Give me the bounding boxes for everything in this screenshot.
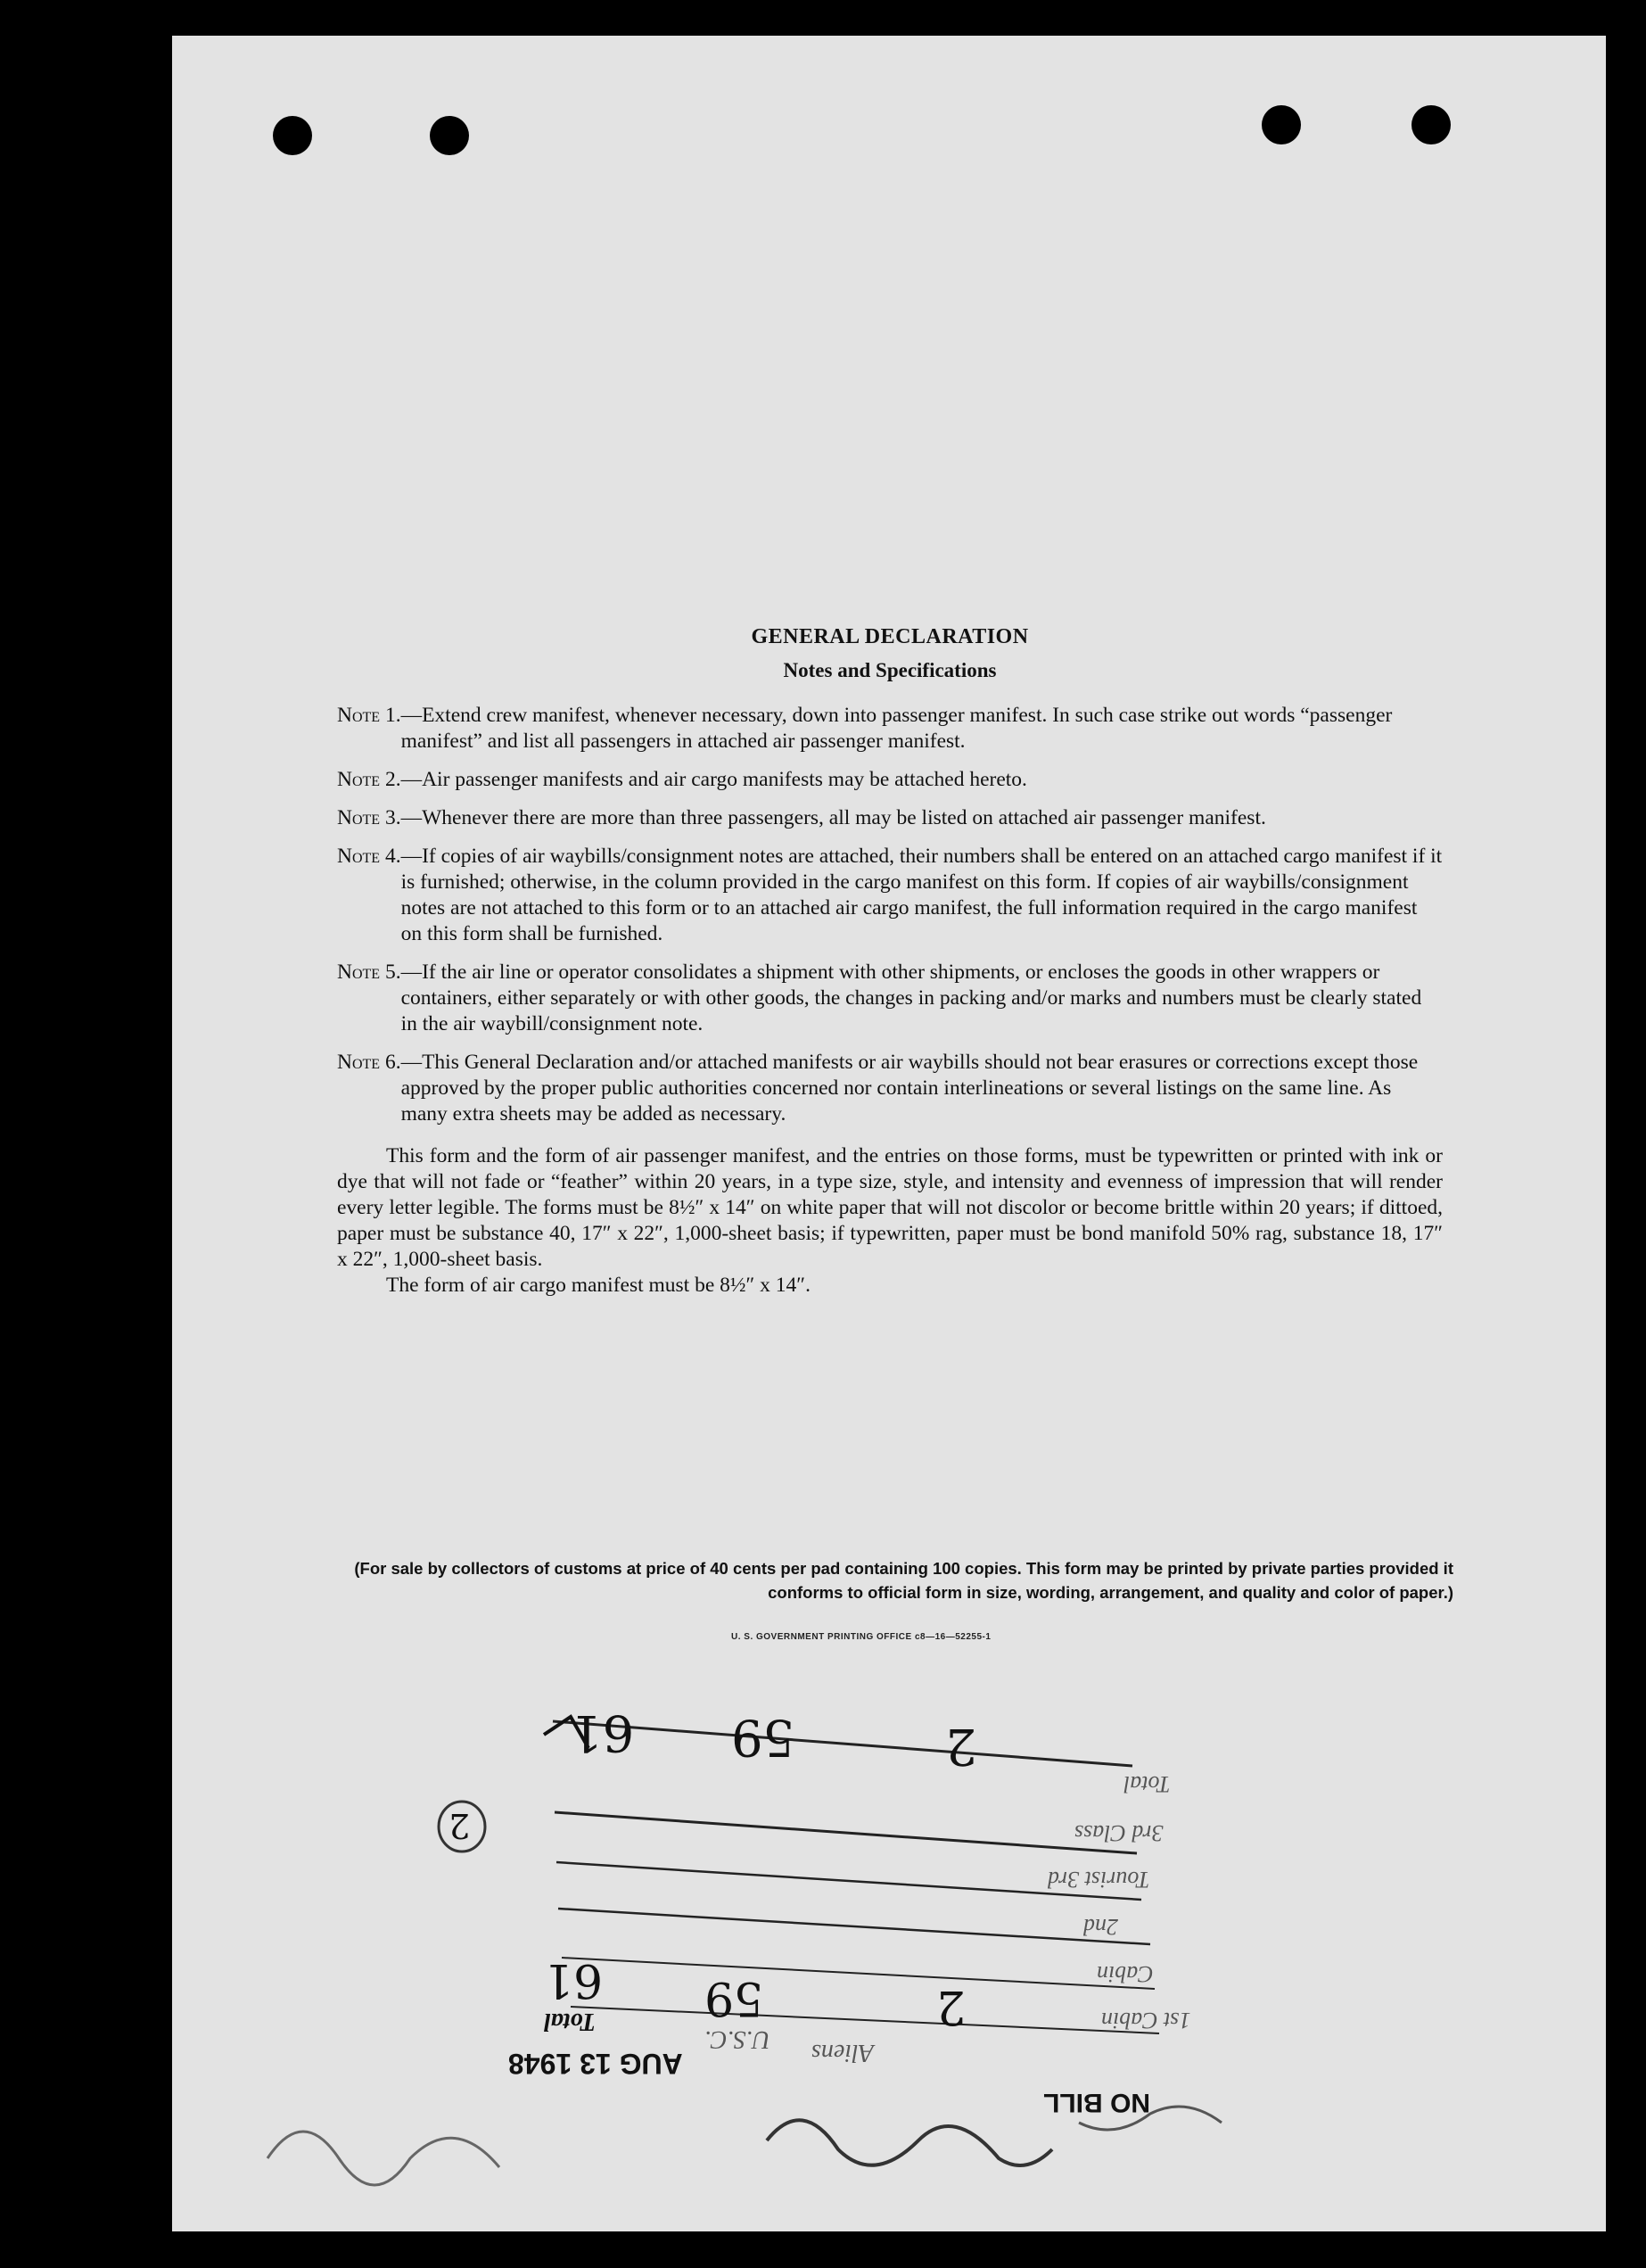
note-text: —If the air line or operator consolidates a shipment with other shipments, or encloses the goods in other wrappers or containers, either separately or with other goods, the changes in packing and/or marks and numbers must be clearly stated in the air waybill/consignment note. bbox=[400, 961, 1422, 1035]
sale-note: (For sale by collectors of customs at price of 40 cents per pad containing 100 copies. This form may be printed by private parties provided it conforms to official form in size, wording, arrangement, and quality and color of paper.) bbox=[354, 1559, 1453, 1602]
note-number: 5. bbox=[384, 961, 401, 984]
note-label: Note bbox=[337, 961, 381, 984]
note-label: Note bbox=[337, 845, 381, 868]
page-subtitle: Notes and Specifications bbox=[783, 659, 997, 681]
specification-paragraph: This form and the form of air passenger manifest, and the entries on those forms, must be typewritten or printed with ink or dye that will not fade or “feather” within 20 years, in a type size, style, and intensity and evenness of impression that will render every letter legible. The forms must be 8½″ x 14″ on white paper that will not discolor or become brittle within 20 years; if dittoed, paper must be substance 40, 17″ x 22″, 1,000-sheet basis; if typewritten, paper must be bond manifold 50% rag, substance 18, 17″ x 22″, 1,000-sheet basis. bbox=[337, 1144, 1443, 1271]
tally-row-label: 2nd bbox=[1083, 1914, 1118, 1940]
tally-bottom-aliens: 2 bbox=[936, 1980, 967, 2033]
note-label: Note bbox=[337, 768, 381, 791]
cargo-manifest-size-note: The form of air cargo manifest must be 8½″ x 14″. bbox=[386, 1274, 811, 1297]
tally-row-label: Cabin bbox=[1097, 1961, 1154, 1987]
note-label: Note bbox=[337, 704, 381, 727]
note-number: 2. bbox=[384, 768, 401, 791]
date-stamp: AUG 13 1948 bbox=[508, 2048, 683, 2080]
column-label-aliens: Aliens bbox=[811, 2039, 874, 2066]
tally-total-all: 61 bbox=[571, 1703, 635, 1761]
tally-row-label: 1st Cabin bbox=[1101, 2008, 1191, 2033]
tally-bottom-total: 61 bbox=[544, 1953, 604, 2007]
column-label-total: Total bbox=[544, 2008, 597, 2035]
note-text: —Whenever there are more than three passengers, all may be listed on attached air passenger manifest. bbox=[400, 806, 1266, 829]
note-text: —Extend crew manifest, whenever necessary, down into passenger manifest. In such case strike out words “passenger manifest” and list all passengers in attached air passenger manifest. bbox=[400, 704, 1393, 753]
note-text: —If copies of air waybills/consignment notes are attached, their numbers shall be entered on an attached cargo manifest if it is furnished; otherwise, in the column provided in the cargo manifest on this form. If copies of air waybills/consignment notes are not attached to this form or to an attached air cargo manifest, the full information required in the cargo manifest on this form shall be furnished. bbox=[400, 845, 1443, 945]
printing-office-line: U. S. GOVERNMENT PRINTING OFFICE c8—16—52255-1 bbox=[731, 1632, 992, 1642]
note-number: 6. bbox=[384, 1051, 401, 1074]
note-number: 3. bbox=[384, 806, 401, 829]
tally-total-usc: 59 bbox=[731, 1708, 795, 1766]
tally-row-label: 3rd Class bbox=[1074, 1820, 1164, 1846]
tally-row-label: Tourist 3rd bbox=[1048, 1867, 1150, 1893]
note-text: —Air passenger manifests and air cargo manifests may be attached hereto. bbox=[400, 768, 1027, 791]
note-text: —This General Declaration and/or attached manifests or air waybills should not bear erasures or corrections except those approved by the proper public authorities concerned nor contain interlineations or several listings on the same line. As many extra sheets may be added as necessary. bbox=[400, 1051, 1419, 1126]
note-number: 4. bbox=[384, 845, 401, 868]
no-bill-stamp: NO BILL bbox=[1043, 2088, 1150, 2117]
tally-row-label: Total bbox=[1123, 1771, 1171, 1797]
tally-total-aliens: 2 bbox=[945, 1717, 977, 1775]
note-label: Note bbox=[337, 806, 381, 829]
page-title: GENERAL DECLARATION bbox=[751, 625, 1029, 648]
note-number: 1. bbox=[384, 704, 401, 727]
note-label: Note bbox=[337, 1051, 381, 1074]
circled-number: 2 bbox=[449, 1806, 471, 1845]
tally-bottom-usc: 59 bbox=[704, 1971, 764, 2025]
column-label-usc: U.S.C. bbox=[704, 2025, 770, 2053]
